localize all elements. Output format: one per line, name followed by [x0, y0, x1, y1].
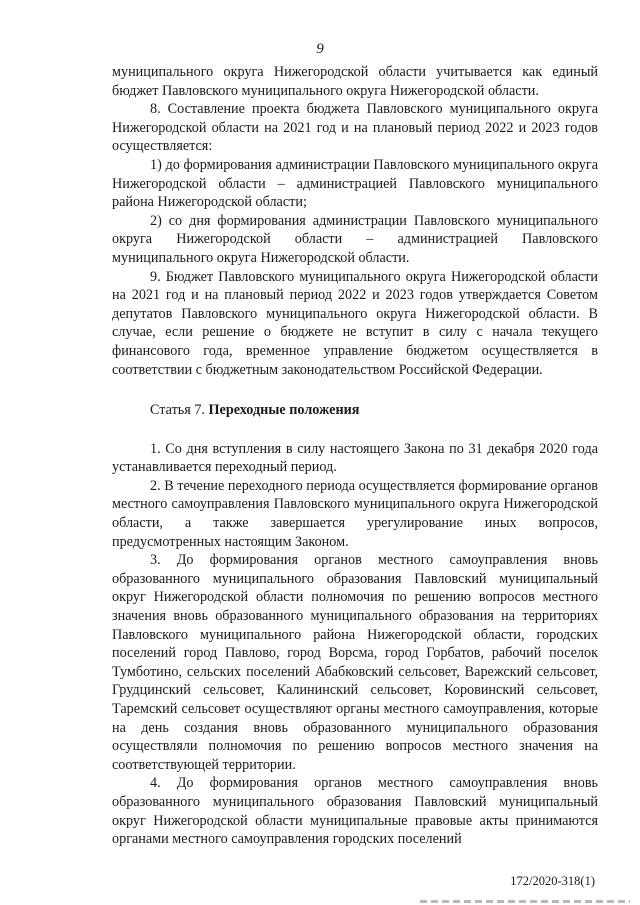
heading-gap: [112, 420, 598, 440]
document-code: 172/2020-318(1): [510, 874, 595, 888]
scan-edge-marks: [420, 900, 630, 903]
paragraph-item-9: 9. Бюджет Павловского муниципального округа Нижегородской области на 2021 год и на плановый период 2022 и 2023 годов утверждается Советом депутатов Павловского муниципального округа Нижегородской области. В случае, если решение о бюджете не вступит в силу с начала текущего финансового года, временное управление бюджетом осуществляется в соответствии с бюджетным законодательством Российской Федерации.: [112, 268, 598, 378]
section-gap: [112, 379, 598, 401]
article-paragraph-2: 2. В течение переходного периода осуществляется формирование органов местного самоуправления Павловского муниципального округа Нижегородской области, а также завершается урегулирование иных вопросов, предусмотренных настоящим Законом.: [112, 477, 598, 550]
paragraph-subitem-2: 2) со дня формирования администрации Павловского муниципального округа Нижегородской области – администрацией Павловского муниципального округа Нижегородской области.: [112, 212, 598, 266]
paragraph-subitem-1: 1) до формирования администрации Павловского муниципального округа Нижегородской области – администрацией Павловского муниципального района Нижегородской области;: [112, 156, 598, 211]
paragraph-item-8: 8. Составление проекта бюджета Павловского муниципального округа Нижегородской области на 2021 год и на плановый период 2022 и 2023 годов осуществляется:: [112, 101, 598, 155]
article-paragraph-3: 3. До формирования органов местного самоуправления вновь образованного муниципального образования Павловский муниципальный округ Нижегородской области полномочия по решению вопросов местного значения вновь образованного муниципального образования на территориях Павловского муниципального района Нижегородской области, городских поселений город Павлово, город Ворсма, город Горбатов, рабочий поселок Тумботино, сельских поселений Абабковский сельсовет, Варежский сельсовет, Грудцинский сельсовет, Калининский сельсовет, Коровинский сельсовет, Таремский сельсовет осуществляют органы местного самоуправления, которые на день создания вновь образованного муниципального образования осуществляли полномочия по решению вопросов местного значения на соответствующей территории.: [112, 552, 598, 773]
paragraph-continuation: муниципального округа Нижегородской области учитывается как единый бюджет Павловского муниципального округа Нижегородской области.: [112, 64, 598, 99]
page-number: 9: [316, 41, 324, 57]
article-title: Переходные положения: [208, 402, 360, 419]
document-body: [112, 63, 598, 849]
article-heading: [112, 401, 598, 420]
article-number: Статья 7.: [150, 402, 205, 419]
article-paragraph-1: 1. Со дня вступления в силу настоящего Закона по 31 декабря 2020 года устанавливается переходный период.: [112, 440, 598, 476]
article-paragraph-4: 4. До формирования органов местного самоуправления вновь образованного муниципального образования Павловский муниципальный округ Нижегородской области муниципальные правовые акты принимаются органами местного самоуправления городских поселений: [112, 775, 598, 848]
